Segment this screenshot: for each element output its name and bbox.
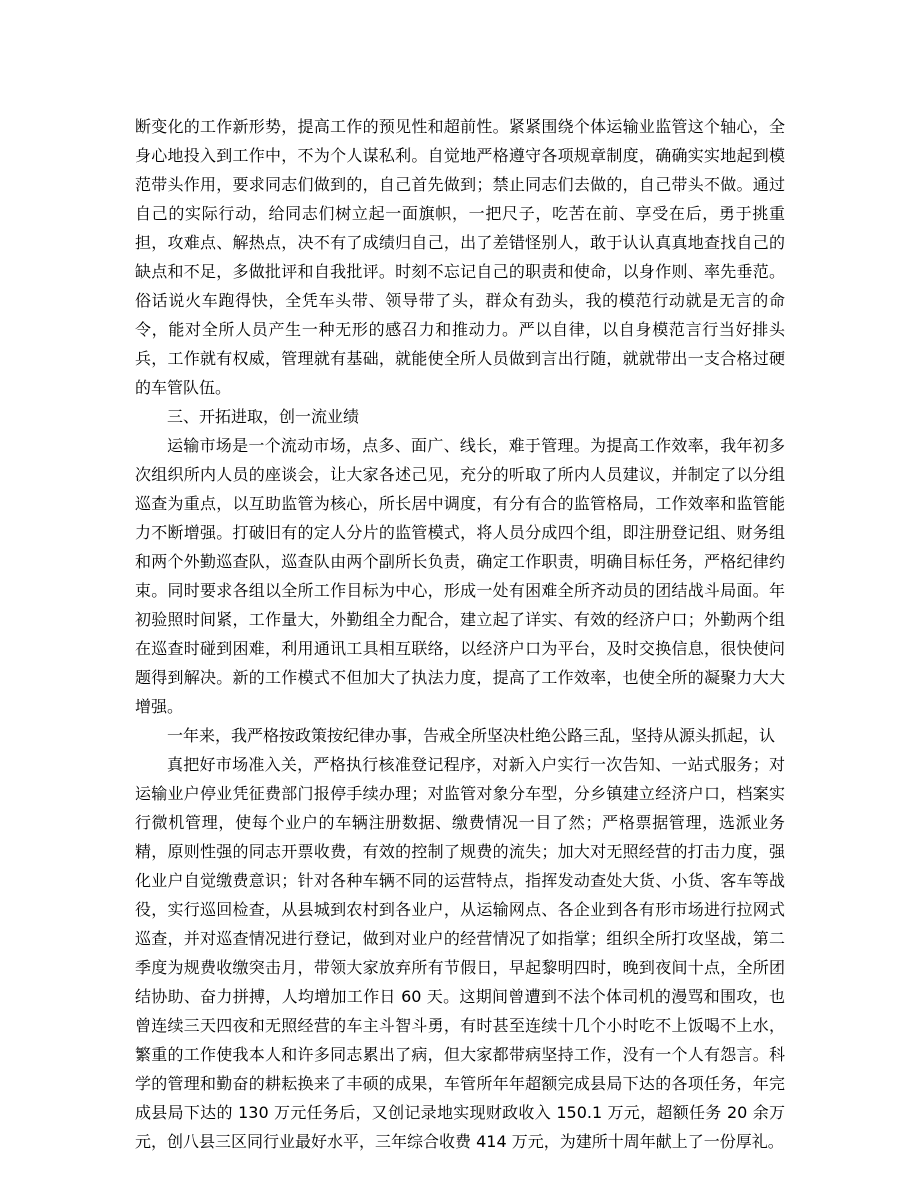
document-body	[135, 112, 785, 1156]
paragraph-leadership: 断变化的工作新形势，提高工作的预见性和超前性。紧紧围绕个体运输业监管这个轴心，全身心地投入到工作中，不为个人谋私利。自觉地严格遵守各项规章制度，确确实实地起到模范带头作用，要求同志们做到的，自己首先做到；禁止同志们去做的，自己带头不做。通过自己的实际行动，给同志们树立起一面旗帜，一把尺子，吃苦在前、享受在后，勇于挑重担，攻难点、解热点，决不有了成绩归自己，出了差错怪别人，敢于认认真真地查找自己的缺点和不足，多做批评和自我批评。时刻不忘记自己的职责和使命，以身作则、率先垂范。俗话说火车跑得快，全凭车头带、领导带了头，群众有劲头，我的模范行动就是无言的命令，能对全所人员产生一种无形的感召力和推动力。严以自律，以自身模范言行当好排头兵，工作就有权威，管理就有基础，就能使全所人员做到言出行随，就就带出一支合格过硬的车管队伍。	[135, 117, 785, 397]
paragraph-market-management: 真把好市场准入关，严格执行核准登记程序，对新入户实行一次告知、一站式服务；对运输业户停业凭征费部门报停手续办理；对监管对象分车型，分乡镇建立经济户口，档案实行微机管理，使每个业户的车辆注册数据、缴费情况一目了然；严格票据管理，选派业务精，原则性强的同志开票收费，有效的控制了规费的流失；加大对无照经营的打击力度，强化业户自觉缴费意识；针对各种车辆不同的运营特点，指挥发动查处大货、小货、客车等战役，实行巡回检查，从县城到农村到各业户，从运输网点、各企业到各有形市场进行拉网式巡查，并对巡查情况进行登记，做到对业户的经营情况了如指掌；组织全所打攻坚战，第二季度为规费收缴突击月，带领大家放弃所有节假日，早起黎明四时，晚到夜间十点，全所团结协助、奋力拼搏，人均增加工作日 60 天。这期间曾遭到不法个体司机的漫骂和围攻，也曾连续三天四夜和无照经营的车主斗智斗勇，有时甚至连续十几个小时吃不上饭喝不上水，繁重的工作使我本人和许多同志累出了病，但大家都带病坚持工作，没有一个人有怨言。科学的管理和勤奋的耕耘换来了丰硕的成果，车管所年年超额完成县局下达的各项任务，年完成县局下达的 130 万元任务后，又创记录地实现财政收入 150.1 万元，超额任务 20 余万元，创八县三区同行业最好水平，三年综合收费 414 万元，为建所十周年献上了一份厚礼。	[135, 755, 785, 1151]
section-heading-3: 三、开拓进取，创一流业绩	[167, 407, 360, 426]
paragraph-work-mode: 运输市场是一个流动市场，点多、面广、线长，难于管理。为提高工作效率，我年初多次组织所内人员的座谈会，让大家各述己见，充分的听取了所内人员建议，并制定了以分组巡查为重点，以互助监管为核心，所长居中调度，有分有合的监管格局，工作效率和监管能力不断增强。打破旧有的定人分片的监管模式，将人员分成四个组，即注册登记组、财务组和两个外勤巡查队，巡查队由两个副所长负责，确定工作职责，明确目标任务，严格纪律约束。同时要求各组以全所工作目标为中心，形成一处有困难全所齐动员的团结战斗局面。年初验照时间紧，工作量大，外勤组全力配合，建立起了详实、有效的经济户口；外勤两个组在巡查时碰到困难，利用通讯工具相互联络，以经济户口为平台，及时交换信息，很快使问题得到解决。新的工作模式不但加大了执法力度，提高了工作效率，也使全所的凝聚力大大增强。	[135, 436, 785, 716]
paragraph-discipline-intro: 一年来，我严格按政策按纪律办事，告戒全所坚决杜绝公路三乱，坚持从源头抓起，认	[167, 726, 776, 745]
